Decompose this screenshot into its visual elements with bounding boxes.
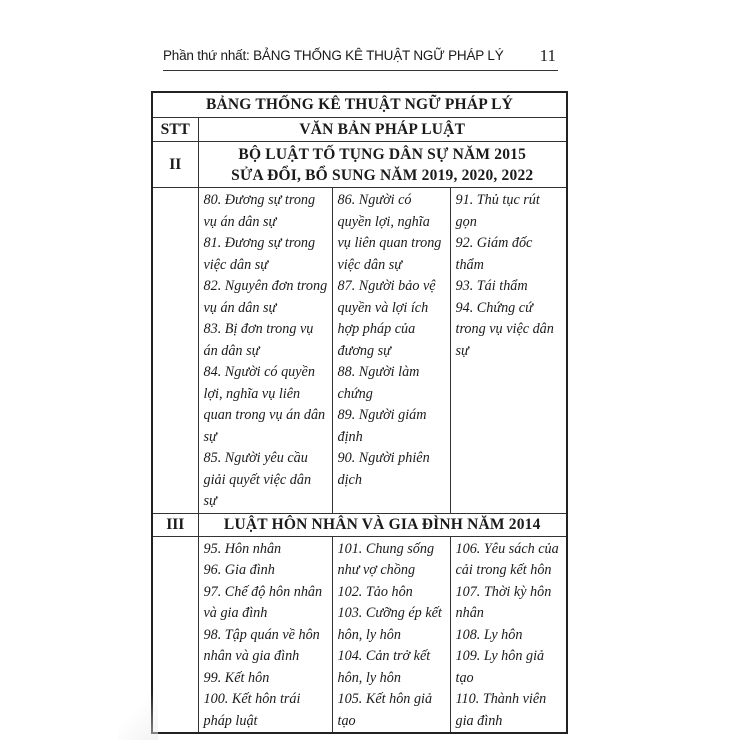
term-item: 89. Người giám định <box>337 407 427 445</box>
term-item: 93. Tái thẩm <box>455 278 528 294</box>
term-item: 109. Ly hôn giả tạo <box>455 648 545 686</box>
term-item: 90. Người phiên dịch <box>337 450 430 488</box>
term-item: 106. Yêu sách của cải trong kết hôn <box>455 540 559 578</box>
term-item: 92. Giám đốc thẩm <box>455 235 533 273</box>
term-item: 88. Người làm chứng <box>337 364 420 402</box>
table-title: BẢNG THỐNG KÊ THUẬT NGỮ PHÁP LÝ <box>152 92 567 118</box>
term-item: 102. Tảo hôn <box>337 583 413 600</box>
term-item: 91. Thủ tục rút gọn <box>455 192 540 230</box>
terms-column <box>450 188 567 514</box>
term-item: 103. Cưỡng ép kết hôn, ly hôn <box>337 605 442 643</box>
section-number: III <box>152 513 198 536</box>
term-item: 98. Tập quán về hôn nhân và gia đình <box>203 626 320 664</box>
term-item: 81. Đương sự trong việc dân sự <box>203 235 316 273</box>
law-title-line: BỘ LUẬT TỐ TỤNG DÂN SỰ NĂM 2015 <box>238 146 527 163</box>
running-head: Phần thứ nhất: BẢNG THỐNG KÊ THUẬT NGỮ PHÁP LÝ <box>163 48 504 63</box>
term-item: 105. Kết hôn giả tạo <box>337 691 433 729</box>
term-item: 100. Kết hôn trái pháp luật <box>203 691 301 729</box>
term-item: 94. Chứng cứ trong vụ việc dân sự <box>455 299 554 359</box>
page-number: 11 <box>539 46 556 65</box>
term-item: 108. Ly hôn <box>455 626 523 643</box>
column-header-legal-document: VĂN BẢN PHÁP LUẬT <box>198 118 567 142</box>
term-item: 82. Nguyên đơn trong vụ án dân sự <box>203 278 328 316</box>
term-item: 86. Người có quyền lợi, nghĩa vụ liên quan trong việc dân sự <box>337 192 442 273</box>
term-item: 107. Thời kỳ hôn nhân <box>455 583 552 621</box>
term-item: 95. Hôn nhân <box>203 540 282 557</box>
law-title: LUẬT HÔN NHÂN VÀ GIA ĐÌNH NĂM 2014 <box>198 513 567 536</box>
term-item: 87. Người bảo vệ quyền và lợi ích hợp pháp của đương sự <box>337 278 436 359</box>
page-header <box>163 46 558 71</box>
term-item: 84. Người có quyền lợi, nghĩa vụ liên quan trong vụ án dân sự <box>203 364 326 445</box>
page-corner-shadow <box>118 690 158 740</box>
terms-column <box>332 536 450 733</box>
term-item: 80. Đương sự trong vụ án dân sự <box>203 192 316 230</box>
legal-terms-table <box>151 91 568 734</box>
section-number: II <box>152 142 198 188</box>
blank-stt-cell <box>152 188 198 514</box>
law-title <box>198 142 567 188</box>
term-item: 99. Kết hôn <box>203 669 270 686</box>
column-header-stt: STT <box>152 118 198 142</box>
terms-column <box>332 188 450 514</box>
terms-column <box>198 188 332 514</box>
term-item: 104. Cản trở kết hôn, ly hôn <box>337 648 431 686</box>
term-item: 101. Chung sống như vợ chồng <box>337 540 435 578</box>
term-item: 97. Chế độ hôn nhân và gia đình <box>203 583 323 621</box>
term-item: 96. Gia đình <box>203 562 275 578</box>
terms-column <box>450 536 567 733</box>
terms-column <box>198 536 332 733</box>
term-item: 85. Người yêu cầu giải quyết việc dân sự <box>203 450 312 509</box>
term-item: 83. Bị đơn trong vụ án dân sự <box>203 321 314 359</box>
law-title-line: SỬA ĐỔI, BỔ SUNG NĂM 2019, 2020, 2022 <box>231 167 534 184</box>
blank-stt-cell <box>152 536 198 733</box>
term-item: 110. Thành viên gia đình <box>455 691 547 729</box>
